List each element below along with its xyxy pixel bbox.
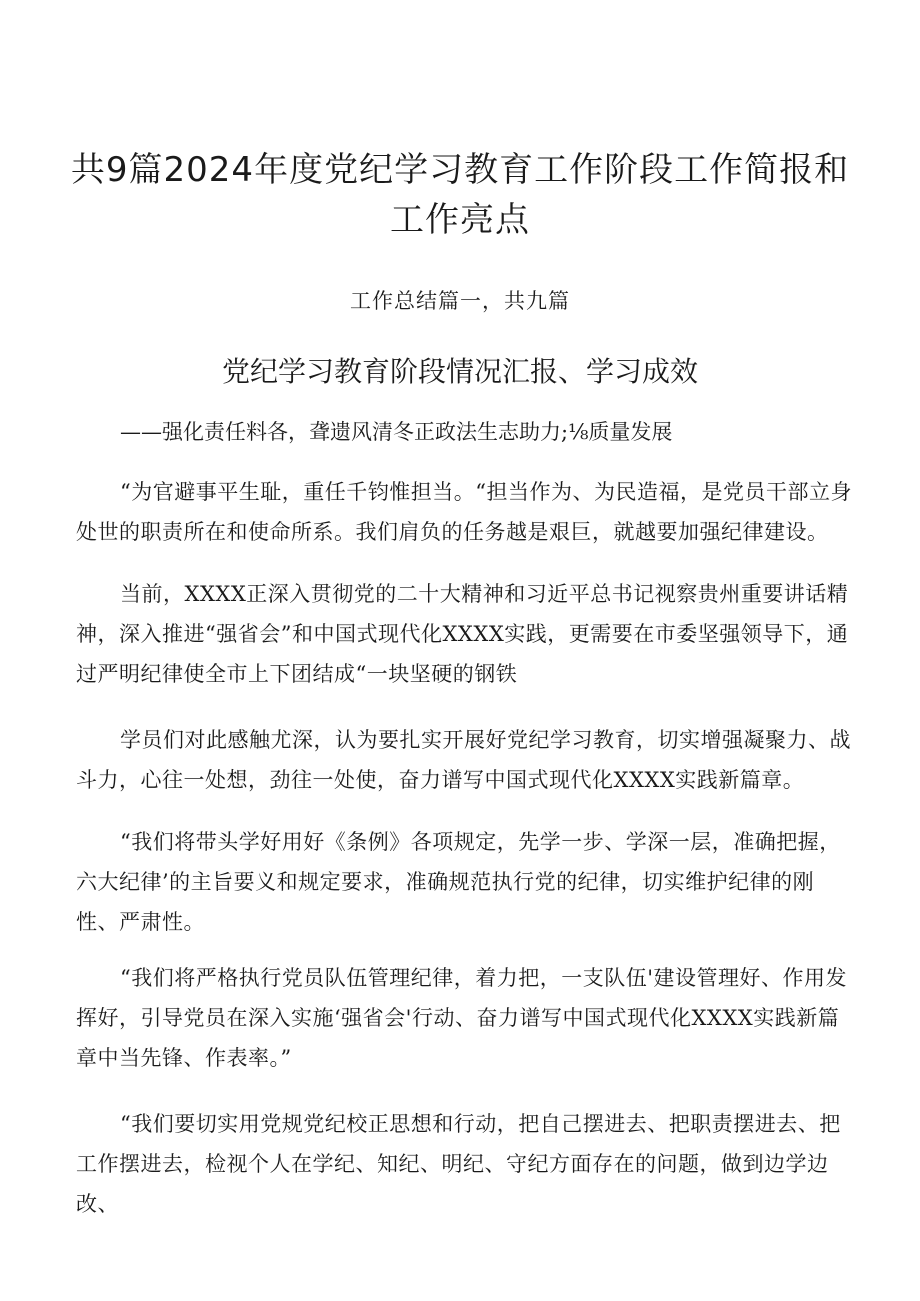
section-tagline: ——强化责任料各，聋遗风清冬正政法生志助力;⅛质量发展 — [120, 420, 673, 444]
body-paragraph-4: “我们将带头学好用好《条例》各项规定，先学一步、学深一层，准确把握，六大纪律’的主旨要义和规定要求，准确规范执行党的纪律，切实维护纪律的刚性、严肃性。 — [76, 830, 841, 934]
body-paragraph-6: “我们要切实用党规党纪校正思想和行动，把自己摆进去、把职责摆进去、把工作摆进去，检视个人在学纪、知纪、明纪、守纪方面存在的问题，做到边学边改、 — [76, 1112, 841, 1216]
section-title: 党纪学习教育阶段情况汇报、学习成效 — [221, 355, 698, 388]
document-subheading: 工作总结篇一，共九篇 — [350, 289, 570, 313]
body-paragraph-2: 当前，XXXX正深入贯彻党的二十大精神和习近平总书记视察贵州重要讲话精神，深入推进“强省会”和中国式现代化XXXX实践，更需要在市委坚强领导下，通过严明纪律使全市上下团结成“一块坚硬的钢铁 — [76, 582, 849, 686]
document-title: 共9篇2024年度党纪学习教育工作阶段工作简报和工作亮点 — [70, 149, 850, 240]
body-paragraph-3: 学员们对此感触尤深，认为要扎实开展好党纪学习教育，切实增强凝聚力、战斗力，心往一处想，劲往一处使，奋力谱写中国式现代化XXXX实践新篇章。 — [76, 728, 851, 792]
body-paragraph-1: “为官避事平生耻，重任千钧惟担当。“担当作为、为民造福，是党员干部立身处世的职责所在和使命所系。我们肩负的任务越是艰巨，就越要加强纪律建设。 — [76, 480, 852, 544]
body-paragraph-5: “我们将严格执行党员队伍管理纪律，着力把，一支队伍'建设管理好、作用发挥好，引导党员在深入实施‘强省会'行动、奋力谱写中国式现代化XXXX实践新篇章中当先锋、作表率。” — [76, 966, 848, 1070]
